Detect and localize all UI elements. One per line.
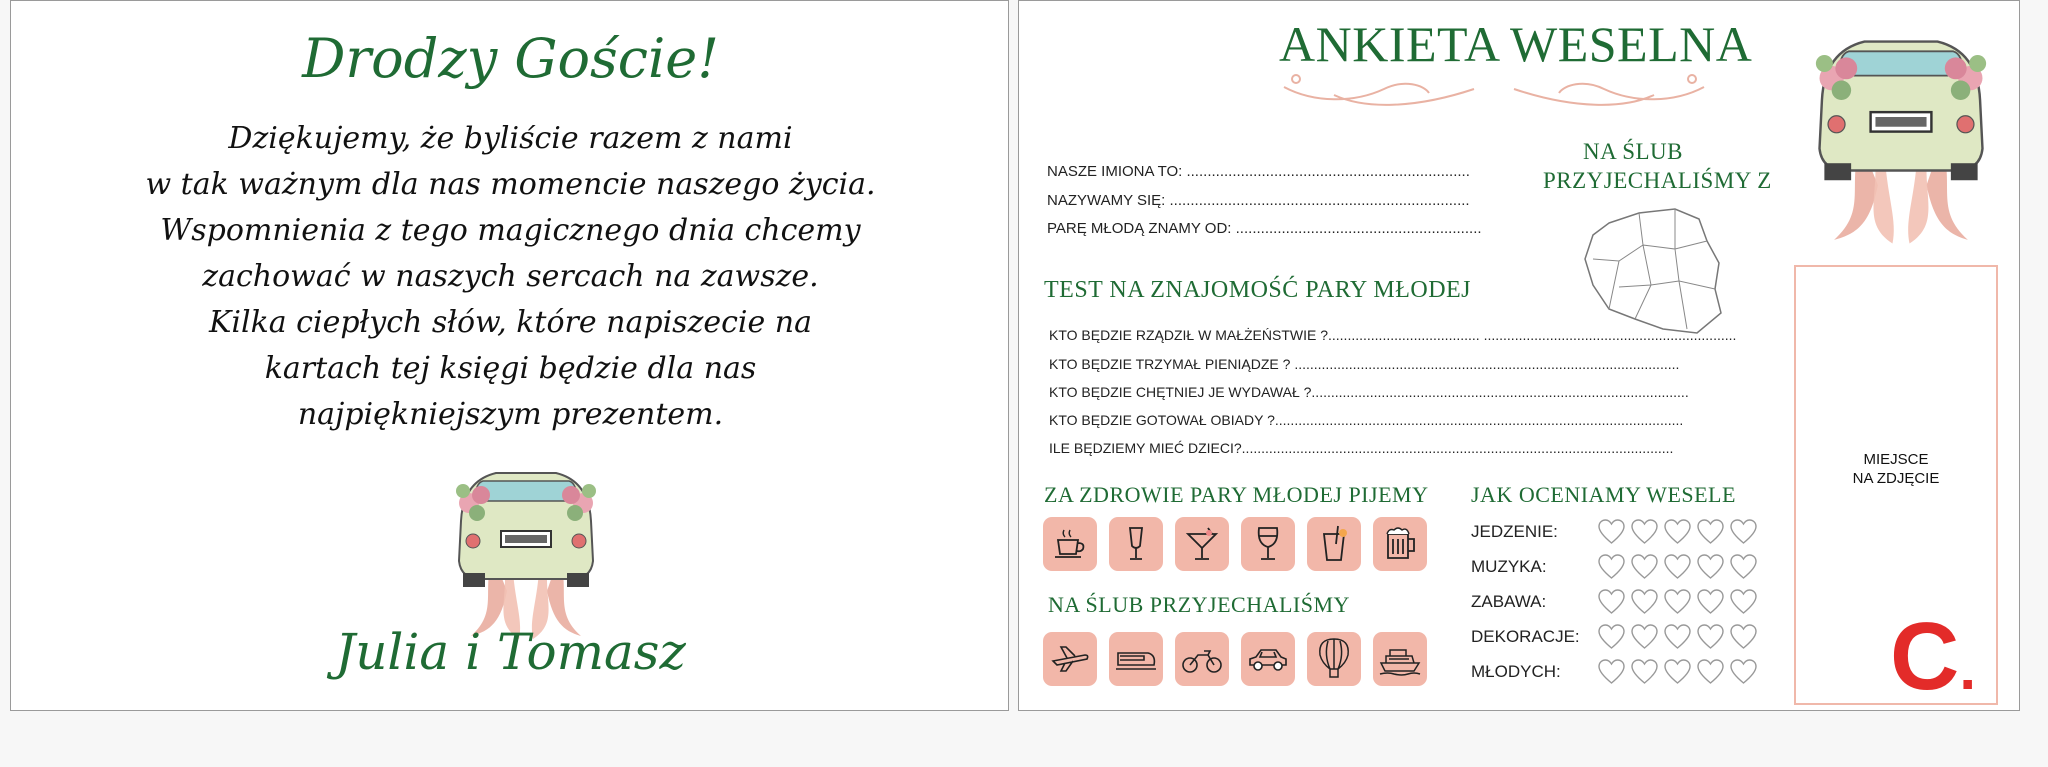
heart-icon[interactable] — [1696, 623, 1725, 651]
heart-icon[interactable] — [1729, 553, 1758, 581]
cocktail-glass-icon[interactable] — [1175, 517, 1229, 571]
rating-label: ZABAWA: — [1471, 592, 1547, 611]
brand-logo — [1890, 603, 1976, 710]
heart-icon[interactable] — [1597, 518, 1626, 546]
rating-row — [1471, 623, 1758, 651]
heart-icon[interactable] — [1597, 658, 1626, 686]
couple-signature: Julia i Tomasz — [335, 623, 686, 681]
heart-icon[interactable] — [1663, 518, 1692, 546]
heart-icon[interactable] — [1729, 518, 1758, 546]
heart-icon[interactable] — [1663, 658, 1692, 686]
beer-mug-icon[interactable] — [1373, 517, 1427, 571]
ship-icon[interactable] — [1373, 632, 1427, 686]
rating-label: DEKORACJE: — [1471, 627, 1580, 646]
car-icon[interactable] — [1241, 632, 1295, 686]
heart-icon[interactable] — [1630, 658, 1659, 686]
rating-row — [1471, 553, 1758, 581]
heart-icon[interactable] — [1630, 553, 1659, 581]
heart-icon[interactable] — [1696, 658, 1725, 686]
heart-icon[interactable] — [1663, 553, 1692, 581]
photo-placeholder[interactable] — [1794, 265, 1998, 710]
rating-label: JEDZENIE: — [1471, 522, 1558, 541]
heart-icon[interactable] — [1729, 623, 1758, 651]
rating-row — [1471, 588, 1758, 616]
airplane-icon[interactable] — [1043, 632, 1097, 686]
transport-heading: NA ŚLUB PRZYJECHALIŚMY — [1048, 592, 1350, 617]
rating-heading: JAK OCENIAMY WESELE — [1471, 482, 1736, 507]
quiz-question[interactable]: ILE BĘDZIEMY MIEĆ DZIECI?............................................................................................................... — [1049, 440, 1674, 456]
thank-you-card — [10, 0, 1009, 711]
quiz-question[interactable]: KTO BĘDZIE RZĄDZIŁ W MAŁŻEŃSTWIE ?....................................... ................................................................. — [1049, 327, 1737, 343]
wedding-survey-card — [1018, 0, 2020, 711]
rating-label: MUZYKA: — [1471, 557, 1547, 576]
heart-icon[interactable] — [1597, 553, 1626, 581]
map-heading — [1543, 137, 1772, 195]
heart-icon[interactable] — [1663, 588, 1692, 616]
brand-letter: C — [1890, 603, 1960, 710]
quiz-question[interactable]: KTO BĘDZIE GOTOWAŁ OBIADY ?......................................................................................................... — [1049, 412, 1684, 428]
juice-glass-icon[interactable] — [1307, 517, 1361, 571]
drinks-heading: ZA ZDROWIE PARY MŁODEJ PIJEMY — [1044, 482, 1429, 507]
heart-icon[interactable] — [1729, 658, 1758, 686]
card-heading: Drodzy Goście! — [302, 27, 719, 90]
photo-label-line: MIEJSCE — [1863, 451, 1929, 468]
photo-label — [1796, 450, 1996, 488]
transport-options — [1043, 632, 1427, 686]
heart-icon[interactable] — [1696, 588, 1725, 616]
heart-icon[interactable] — [1630, 588, 1659, 616]
map-heading-line: NA ŚLUB — [1583, 139, 1683, 164]
poland-map-icon[interactable] — [1579, 201, 1729, 339]
message-line: Wspomnienia z tego magicznego dnia chcemy — [160, 213, 861, 248]
rating-row — [1471, 518, 1758, 546]
heart-icon[interactable] — [1630, 623, 1659, 651]
message-line: Dziękujemy, że byliście razem z nami — [228, 121, 793, 156]
rating-row — [1471, 658, 1758, 686]
heart-icon[interactable] — [1630, 518, 1659, 546]
wedding-car-illustration — [441, 461, 611, 646]
heart-icon[interactable] — [1597, 588, 1626, 616]
rating-label: MŁODYCH: — [1471, 662, 1561, 681]
drink-options — [1043, 517, 1427, 571]
message-line: kartach tej księgi będzie dla nas — [264, 351, 757, 386]
quiz-heading: TEST NA ZNAJOMOŚĆ PARY MŁODEJ — [1044, 277, 1472, 303]
brand-dot: . — [1959, 635, 1976, 702]
known-since-field[interactable]: PARĘ MŁODĄ ZNAMY OD: ........................................................... — [1047, 220, 1482, 237]
motorcycle-icon[interactable] — [1175, 632, 1229, 686]
quiz-question[interactable]: KTO BĘDZIE CHĘTNIEJ JE WYDAWAŁ ?................................................................................................. — [1049, 384, 1689, 400]
heart-icon[interactable] — [1729, 588, 1758, 616]
heart-icon[interactable] — [1696, 518, 1725, 546]
photo-label-line: NA ZDJĘCIE — [1852, 470, 1940, 487]
champagne-flute-icon[interactable] — [1109, 517, 1163, 571]
coffee-cup-icon[interactable] — [1043, 517, 1097, 571]
train-icon[interactable] — [1109, 632, 1163, 686]
message-line: Kilka ciepłych słów, które napiszecie na — [208, 305, 813, 340]
quiz-question[interactable]: KTO BĘDZIE TRZYMAŁ PIENIĄDZE ? ................................................................................................... — [1049, 356, 1680, 372]
survey-title: ANKIETA WESELNA — [1279, 16, 1753, 72]
hot-air-balloon-icon[interactable] — [1307, 632, 1361, 686]
surname-field[interactable]: NAZYWAMY SIĘ: ........................................................................ — [1047, 192, 1470, 209]
message-line: najpiękniejszym prezentem. — [297, 397, 724, 432]
wine-glass-icon[interactable] — [1241, 517, 1295, 571]
wedding-car-illustration — [1791, 27, 2011, 252]
names-field[interactable]: NASZE IMIONA TO: .................................................................... — [1047, 163, 1470, 180]
map-heading-line: PRZYJECHALIŚMY Z — [1543, 168, 1772, 193]
heart-icon[interactable] — [1597, 623, 1626, 651]
heart-icon[interactable] — [1696, 553, 1725, 581]
message-line: w tak ważnym dla nas momencie naszego życia. — [145, 167, 876, 202]
heart-icon[interactable] — [1663, 623, 1692, 651]
ornament-flourish-icon — [1274, 65, 1714, 115]
message-line: zachować w naszych sercach na zawsze. — [202, 259, 819, 294]
